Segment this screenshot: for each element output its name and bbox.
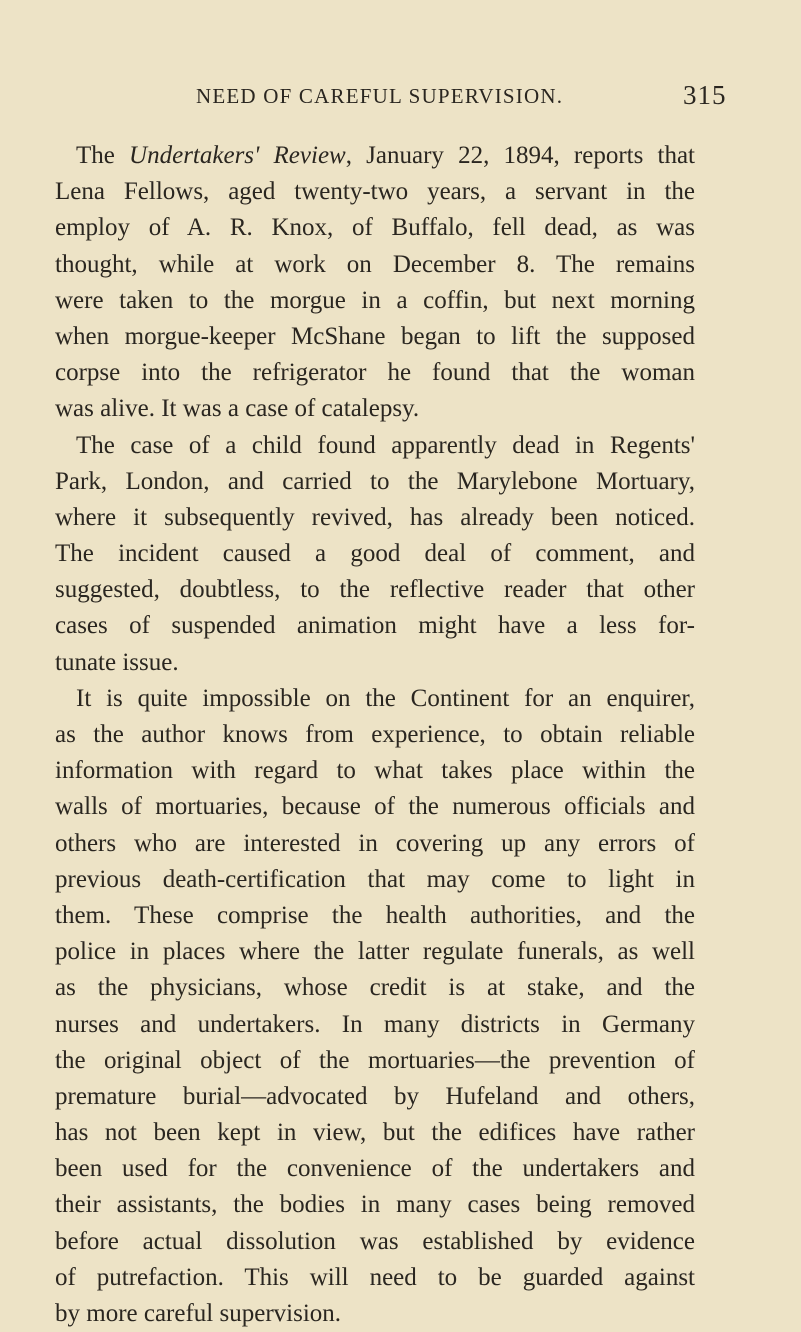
text-line: by more careful supervision.	[55, 1300, 342, 1327]
text-line: The Undertakers' Review, January 22, 1894, reports that	[76, 142, 695, 169]
text-line: employ of A. R. Knox, of Buffalo, fell dead, as was	[55, 214, 695, 242]
text-line: their assistants, the bodies in many cases being removed	[55, 1191, 695, 1219]
text-line: Lena Fellows, aged twenty-two years, a servant in the	[55, 178, 695, 206]
text-line: It is quite impossible on the Continent for an enquirer,	[76, 684, 695, 712]
page-number: 315	[683, 80, 727, 110]
text-line: suggested, doubtless, to the reflective reader that other	[55, 576, 695, 604]
text-line: when morgue-keeper McShane began to lift the supposed	[55, 322, 695, 350]
text-line: thought, while at work on December 8. The remains	[55, 250, 695, 278]
text-line: others who are interested in covering up any errors of	[55, 829, 695, 857]
text-line: has not been kept in view, but the edifices have rather	[55, 1119, 695, 1147]
publication-title: Undertakers' Review	[129, 142, 346, 169]
paragraph	[55, 428, 695, 681]
text-line: previous death-certification that may come to light in	[55, 865, 695, 893]
text-line: corpse into the refrigerator he found that the woman	[55, 359, 695, 387]
text-line: premature burial—advocated by Hufeland and others,	[55, 1082, 695, 1110]
text-line: been used for the convenience of the undertakers and	[55, 1155, 695, 1183]
running-head: NEED OF CAREFUL SUPERVISION.	[196, 84, 564, 108]
text-line: was alive. It was a case of catalepsy.	[55, 395, 420, 423]
text-line: The case of a child found apparently dead in Regents'	[76, 431, 695, 459]
paragraph	[55, 138, 695, 428]
body-text	[55, 138, 695, 1332]
text-line: them. These comprise the health authorities, and the	[55, 901, 695, 929]
text-line: were taken to the morgue in a coffin, but next morning	[55, 286, 695, 314]
text-line: nurses and undertakers. In many districts in Germany	[55, 1010, 695, 1038]
text-line: the original object of the mortuaries—the prevention of	[55, 1046, 695, 1074]
text-line: The incident caused a good deal of comment, and	[55, 540, 695, 568]
text-line: as the physicians, whose credit is at stake, and the	[55, 974, 695, 1002]
text-line: information with regard to what takes place within the	[55, 757, 695, 785]
text-line: of putrefaction. This will need to be guarded against	[55, 1263, 695, 1291]
text-line: as the author knows from experience, to obtain reliable	[55, 721, 695, 748]
text-line: cases of suspended animation might have a less for-	[55, 612, 695, 640]
text-line: police in places where the latter regulate funerals, as well	[55, 938, 695, 966]
paragraph	[55, 681, 695, 1332]
text-line: where it subsequently revived, has already been noticed.	[55, 503, 695, 531]
text-line: walls of mortuaries, because of the numerous officials and	[55, 793, 695, 821]
text-line: Park, London, and carried to the Marylebone Mortuary,	[55, 467, 695, 495]
text-line: before actual dissolution was established by evidence	[55, 1227, 695, 1255]
text-line: tunate issue.	[55, 648, 179, 676]
